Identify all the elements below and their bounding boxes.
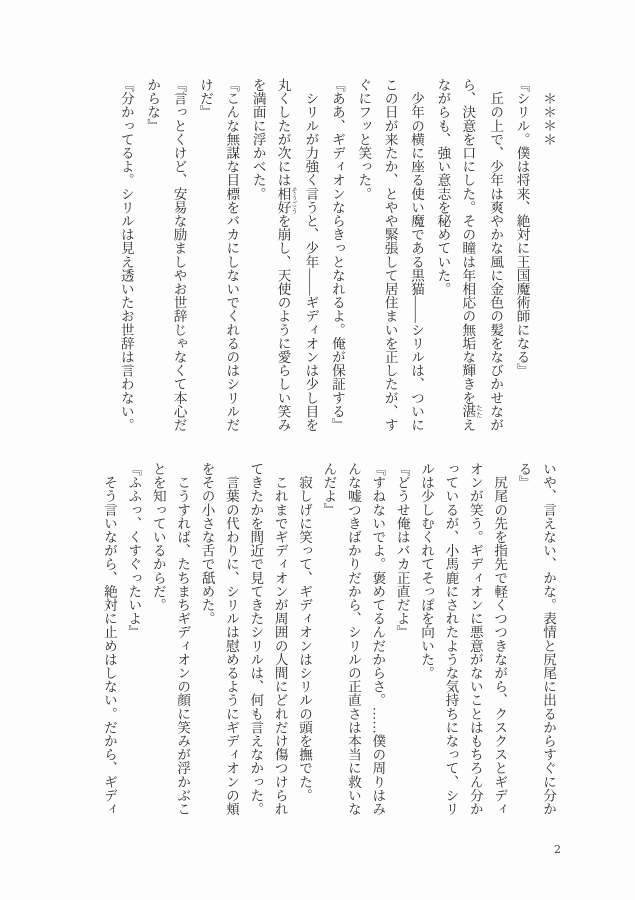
upper-text-tier [112,78,561,436]
text-column [244,78,270,436]
text-column [511,462,535,820]
text-run: こうすれば、たちまちギディオンの顔に笑みが浮かぶこ [175,462,191,816]
text-column [192,78,218,436]
text-column [297,78,323,436]
ruby-annotation [460,404,482,419]
text-column [97,462,121,820]
text-run: え [460,418,476,432]
text-run: ＊＊＊＊ [541,78,556,146]
text-run: んな嘘つきばかりだから、シリルの正直さは本当に救いな [345,462,361,816]
text-column [194,462,218,820]
text-column [165,78,191,436]
text-column [482,78,508,436]
text-run: 『こんな無謀な目標をバカにしないでくれるのはシリルだ [224,78,240,432]
ruby-base: 相好 [275,186,291,215]
text-run: ながらも、強い意志を秘めていた。 [435,78,451,296]
ruby-annotation [275,186,298,215]
text-column [271,78,297,436]
text-run: ぐにフッと笑った。 [356,78,372,201]
text-run: とを知っているからだ。 [150,462,166,612]
text-run: 『シリル。僕は将来、絶対に王国魔術師になる』 [514,78,530,378]
text-run: 『分かってるよ。シリルは見え透いたお世辞は言わない。 [118,78,134,432]
text-run: 『ふふっ、くすぐったいよ』 [126,462,142,639]
text-run: 『すねないでよ。褒めてるんだからさ。……僕の周りはみ [370,462,386,816]
text-column [536,462,560,820]
text-run: 寂しげに笑って、ギディオンはシリルの頭を撫でた。 [297,462,313,802]
text-column [462,462,486,820]
text-run: をその小さな舌で舐めた。 [199,462,215,626]
text-column [121,462,145,820]
text-column [267,462,291,820]
text-run: シリルが力強く言うと、少年――ギディオンは少し目を [303,78,319,432]
text-column [429,78,455,436]
text-column [403,78,429,436]
text-run: る』 [516,462,532,490]
text-column [438,462,462,820]
text-run: いや、言えない、かな。表情と尻尾に出るからすぐに分か [541,462,556,816]
text-column [487,462,511,820]
text-column [219,462,243,820]
text-run: ルは少しむくれてそっぽを向いた。 [419,462,435,680]
text-run: そう言いながら、絶対に止めはしない。だから、ギディ [101,462,117,816]
lower-text-tier [97,462,560,820]
text-column [455,78,481,436]
text-column [112,78,138,436]
text-column [414,462,438,820]
text-run: 少年の横に座る使い魔である黒猫――シリルは、ついに [409,78,425,432]
text-run: この日が来たか、とやや緊張して居住まいを正したが、す [382,78,398,432]
text-column [535,78,561,436]
text-column [145,462,169,820]
text-column [389,462,413,820]
text-run: 『どうせ俺はバカ正直だよ』 [394,462,410,639]
text-column [365,462,389,820]
text-column [243,462,267,820]
page-number: 2 [554,843,561,856]
text-run: オンが笑う。ギディオンに悪意がないことはもちろん分か [467,462,483,816]
text-column [218,78,244,436]
text-run: 丘の上で、少年は爽やかな風に金色の髪をなびかせなが [488,78,504,432]
ruby-reading: たた [474,404,482,418]
text-column [316,462,340,820]
text-run: ら、決意を口にした。その瞳は年相応の無垢な輝きを [460,78,476,405]
text-run: からな』 [145,78,161,133]
text-run: これまでギディオンが周囲の人間にどれだけ傷つけられ [272,462,288,816]
text-run: を満面に浮かべた。 [250,78,266,201]
text-run: 言葉の代わりに、シリルは慰めるようにギディオンの頬 [223,462,239,816]
ruby-base: 湛 [460,404,476,419]
text-column [340,462,364,820]
text-run: 『言っとくけど、安易な励ましやお世辞じゃなくて本心だ [171,78,187,432]
text-run: 『ああ、ギディオンならきっとなれるよ。俺が保証する』 [329,78,345,432]
text-column [292,462,316,820]
text-run: を崩し、天使のように愛らしい笑み [275,214,291,432]
text-run: けだ』 [197,78,213,119]
text-column [376,78,402,436]
text-column [508,78,534,436]
text-column [323,78,349,436]
text-run: てきたかを間近で見てきたシリルは、何も言えなかった。 [248,462,264,816]
text-column [350,78,376,436]
text-column [139,78,165,436]
text-run: 丸くしたが次には [275,78,291,187]
text-run: 尻尾の先を指先で軽くつつきながら、クスクスとギディ [492,462,508,816]
text-column [170,462,194,820]
ruby-reading: そうごう [290,186,298,214]
text-run: んだよ』 [321,462,337,517]
text-run: っているが、小馬鹿にされたような気持ちになって、シリ [443,462,459,816]
